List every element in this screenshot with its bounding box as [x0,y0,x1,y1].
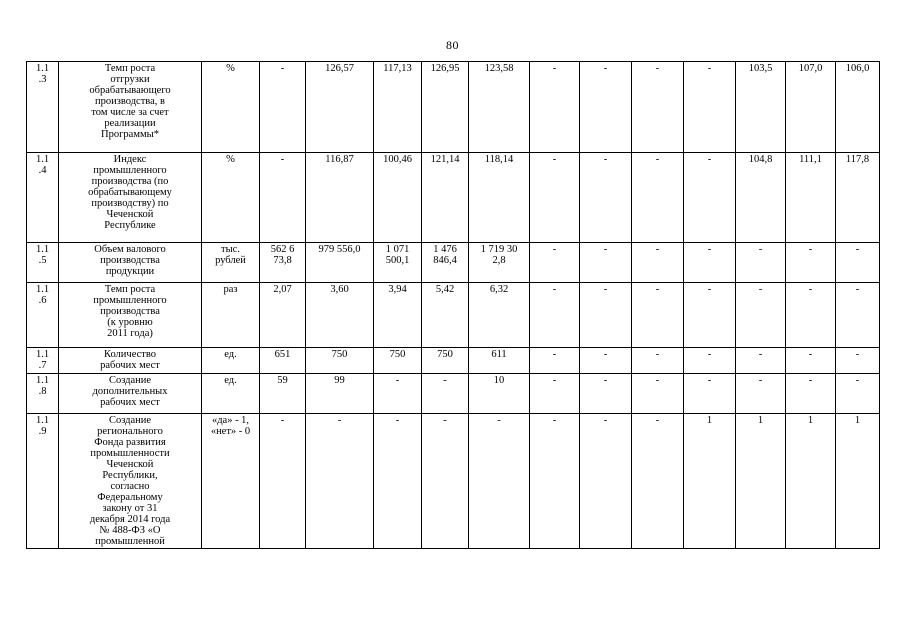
value-cell: - [580,374,632,414]
value-cell: - [632,153,684,243]
row-number: 1.1 .7 [27,348,59,374]
value-cell: 117,13 [374,62,422,153]
unit-cell: % [202,62,260,153]
value-cell: - [736,283,786,348]
value-cell: 1 [684,414,736,549]
indicators-table [26,61,880,549]
value-cell: 121,14 [422,153,469,243]
value-cell: 126,95 [422,62,469,153]
value-cell: - [684,374,736,414]
value-cell: - [530,414,580,549]
indicator-name: Количество рабочих мест [59,348,202,374]
value-cell: 126,57 [306,62,374,153]
value-cell: - [736,374,786,414]
value-cell: - [632,414,684,549]
value-cell: - [836,348,880,374]
row-number: 1.1 .4 [27,153,59,243]
value-cell: - [786,374,836,414]
value-cell: - [580,62,632,153]
value-cell: - [836,374,880,414]
value-cell: - [632,283,684,348]
value-cell: 123,58 [469,62,530,153]
value-cell: 1 [786,414,836,549]
value-cell: 750 [374,348,422,374]
value-cell: 10 [469,374,530,414]
value-cell: - [580,414,632,549]
value-cell: 1 071 500,1 [374,243,422,283]
unit-cell: раз [202,283,260,348]
value-cell: 106,0 [836,62,880,153]
page-number: 80 [446,38,459,52]
value-cell: 2,07 [260,283,306,348]
value-cell: - [786,243,836,283]
value-cell: - [632,348,684,374]
value-cell: - [530,283,580,348]
table-row [27,374,880,414]
value-cell: 3,60 [306,283,374,348]
value-cell: - [422,374,469,414]
value-cell: 750 [422,348,469,374]
value-cell: - [374,414,422,549]
value-cell: 651 [260,348,306,374]
value-cell: 103,5 [736,62,786,153]
value-cell: 116,87 [306,153,374,243]
table-row [27,153,880,243]
value-cell: 3,94 [374,283,422,348]
unit-cell: % [202,153,260,243]
value-cell: 107,0 [786,62,836,153]
table-row [27,243,880,283]
value-cell: - [736,243,786,283]
value-cell: 750 [306,348,374,374]
value-cell: - [580,348,632,374]
value-cell: 118,14 [469,153,530,243]
value-cell: 100,46 [374,153,422,243]
value-cell: - [306,414,374,549]
value-cell: 5,42 [422,283,469,348]
value-cell: - [632,243,684,283]
value-cell: - [374,374,422,414]
value-cell: - [580,283,632,348]
table-row [27,283,880,348]
unit-cell: ед. [202,374,260,414]
value-cell: - [736,348,786,374]
value-cell: - [530,62,580,153]
value-cell: 117,8 [836,153,880,243]
indicator-name: Темп роста промышленного производства (к уровню 2011 года) [59,283,202,348]
row-number: 1.1 .3 [27,62,59,153]
unit-cell: ед. [202,348,260,374]
indicator-name: Темп роста отгрузки обрабатывающего производства, в том числе за счет реализации Программы* [59,62,202,153]
value-cell: - [684,348,736,374]
value-cell: - [580,243,632,283]
value-cell: - [260,62,306,153]
value-cell: - [786,283,836,348]
value-cell: - [684,62,736,153]
value-cell: - [684,243,736,283]
value-cell: 59 [260,374,306,414]
row-number: 1.1 .9 [27,414,59,549]
value-cell: - [530,243,580,283]
unit-cell: тыс. рублей [202,243,260,283]
value-cell: 111,1 [786,153,836,243]
table-body [27,62,880,549]
indicator-name: Индекс промышленного производства (по обрабатывающему производству) по Чеченской Республике [59,153,202,243]
value-cell: 562 6 73,8 [260,243,306,283]
value-cell: 1 [736,414,786,549]
value-cell: - [422,414,469,549]
table-row [27,414,880,549]
value-cell: - [632,374,684,414]
value-cell: - [580,153,632,243]
value-cell: 1 [836,414,880,549]
value-cell: - [469,414,530,549]
value-cell: 1 719 30 2,8 [469,243,530,283]
table-row [27,62,880,153]
value-cell: 979 556,0 [306,243,374,283]
row-number: 1.1 .5 [27,243,59,283]
value-cell: 1 476 846,4 [422,243,469,283]
value-cell: - [632,62,684,153]
table-row [27,348,880,374]
indicator-name: Создание регионального Фонда развития промышленности Чеченской Республики, согласно Федеральному закону от 31 декабря 2014 года № 488-ФЗ «О промышленной [59,414,202,549]
value-cell: - [260,414,306,549]
indicator-name: Объем валового производства продукции [59,243,202,283]
value-cell: 99 [306,374,374,414]
value-cell: 104,8 [736,153,786,243]
indicator-name: Создание дополнительных рабочих мест [59,374,202,414]
value-cell: - [836,243,880,283]
value-cell: - [530,348,580,374]
value-cell: - [684,153,736,243]
row-number: 1.1 .8 [27,374,59,414]
row-number: 1.1 .6 [27,283,59,348]
value-cell: - [530,153,580,243]
value-cell: - [836,283,880,348]
value-cell: - [530,374,580,414]
value-cell: - [684,283,736,348]
value-cell: 611 [469,348,530,374]
unit-cell: «да» - 1, «нет» - 0 [202,414,260,549]
value-cell: - [786,348,836,374]
value-cell: - [260,153,306,243]
value-cell: 6,32 [469,283,530,348]
